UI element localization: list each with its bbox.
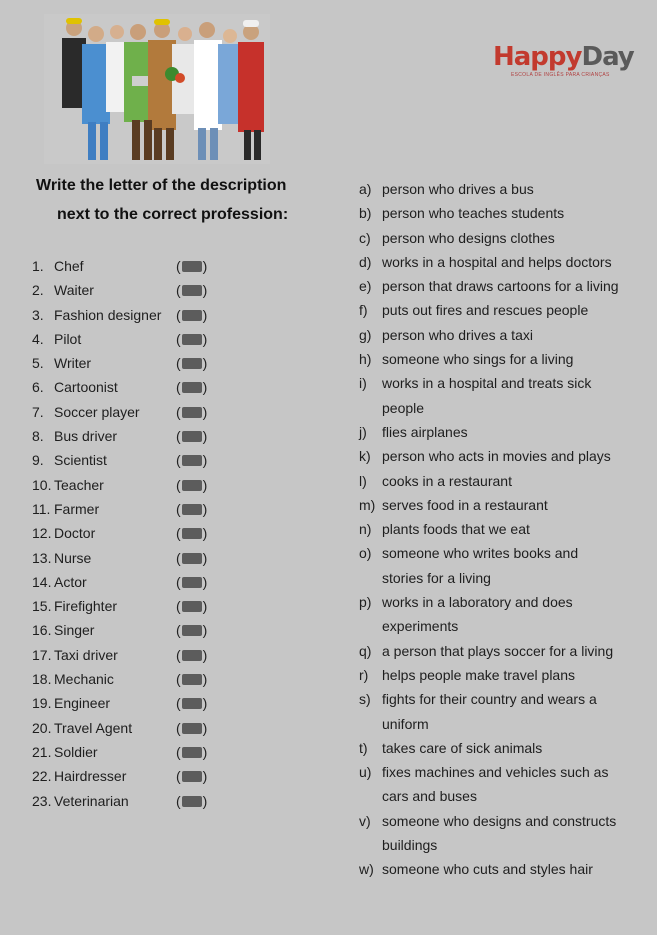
profession-number: 18. [32, 671, 52, 688]
description-item [359, 663, 649, 687]
description-letter: u) [359, 764, 372, 781]
description-letter: q) [359, 642, 372, 659]
profession-item [32, 354, 232, 378]
profession-name: Fashion designer [54, 306, 162, 323]
profession-number: 7. [32, 403, 44, 420]
profession-item [32, 476, 232, 500]
profession-name: Mechanic [54, 671, 114, 688]
answer-blank[interactable]: ( ) [176, 525, 208, 542]
description-item [359, 371, 649, 420]
description-item [359, 274, 649, 298]
answer-blank[interactable]: ( ) [176, 671, 208, 688]
description-text: cooks in a restaurant [382, 472, 512, 489]
answer-fill [182, 504, 202, 515]
profession-number: 21. [32, 743, 52, 760]
person-figures [62, 18, 264, 160]
profession-name: Soccer player [54, 403, 140, 420]
description-text: someone who writes books and [382, 545, 579, 562]
profession-name: Bus driver [54, 428, 118, 445]
answer-fill [182, 698, 202, 709]
profession-number: 8. [32, 428, 44, 445]
answer-fill [182, 455, 202, 466]
profession-name: Writer [54, 355, 92, 372]
profession-name: Taxi driver [54, 646, 118, 663]
answer-fill [182, 577, 202, 588]
profession-number: 13. [32, 549, 52, 566]
answer-fill [182, 747, 202, 758]
profession-number: 2. [32, 282, 44, 299]
answer-blank[interactable]: ( ) [176, 428, 208, 445]
description-item [359, 323, 649, 347]
answer-blank[interactable]: ( ) [176, 719, 208, 736]
description-letter: e) [359, 278, 372, 295]
answer-fill [182, 553, 202, 564]
description-text: buildings [382, 837, 438, 854]
description-letter: t) [359, 739, 368, 756]
description-letter: d) [359, 253, 372, 270]
description-letter: r) [359, 666, 369, 683]
description-item [359, 687, 649, 736]
profession-name: Cartoonist [54, 379, 118, 396]
profession-number: 20. [32, 719, 52, 736]
description-text: experiments [382, 618, 459, 635]
description-letter: n) [359, 521, 372, 538]
answer-fill [182, 261, 202, 272]
profession-item [32, 524, 232, 548]
answer-blank[interactable]: ( ) [176, 500, 208, 517]
answer-fill [182, 431, 202, 442]
description-letter: i) [359, 375, 367, 392]
professionals-group-photo [44, 14, 270, 164]
answer-blank[interactable]: ( ) [176, 598, 208, 615]
description-item [359, 444, 649, 468]
profession-item [32, 281, 232, 305]
description-letter: c) [359, 229, 371, 246]
profession-number: 17. [32, 646, 52, 663]
description-item [359, 590, 649, 639]
description-letter: j) [359, 423, 367, 440]
profession-item [32, 767, 232, 791]
profession-name: Actor [54, 573, 87, 590]
description-letter: k) [359, 448, 371, 465]
answer-blank[interactable]: ( ) [176, 476, 208, 493]
description-item [359, 201, 649, 225]
answer-fill [182, 382, 202, 393]
profession-number: 3. [32, 306, 44, 323]
answer-fill [182, 407, 202, 418]
description-text: cars and buses [382, 788, 477, 805]
profession-number: 4. [32, 330, 44, 347]
profession-item [32, 451, 232, 475]
profession-name: Scientist [54, 452, 107, 469]
profession-number: 10. [32, 476, 52, 493]
description-letter: b) [359, 205, 372, 222]
profession-item [32, 743, 232, 767]
description-item [359, 347, 649, 371]
description-text: works in a hospital and treats sick [382, 375, 592, 392]
description-text: works in a hospital and helps doctors [382, 253, 612, 270]
description-item [359, 857, 649, 881]
instructions-line-1: Write the letter of the description [36, 177, 287, 194]
logo-tagline: ESCOLA DE INGLÊS PARA CRIANÇAS [511, 72, 610, 78]
profession-name: Waiter [54, 282, 94, 299]
profession-number: 6. [32, 379, 44, 396]
description-item [359, 639, 649, 663]
description-text: person who drives a taxi [382, 326, 533, 343]
profession-number: 22. [32, 768, 52, 785]
description-item [359, 420, 649, 444]
description-letter: m) [359, 496, 376, 513]
profession-number: 9. [32, 452, 44, 469]
answer-blank[interactable]: ( ) [176, 330, 208, 347]
description-text: person that draws cartoons for a living [382, 278, 619, 295]
profession-item [32, 257, 232, 281]
description-letter: a) [359, 181, 372, 197]
description-text: person who acts in movies and plays [382, 448, 611, 465]
description-text: someone who designs and constructs [382, 812, 617, 829]
profession-item [32, 500, 232, 524]
description-item [359, 469, 649, 493]
description-text: plants foods that we eat [382, 521, 530, 538]
answer-blank[interactable]: ( ) [176, 549, 208, 566]
answer-blank[interactable]: ( ) [176, 282, 208, 299]
answer-fill [182, 723, 202, 734]
answer-fill [182, 771, 202, 782]
profession-number: 15. [32, 598, 52, 615]
answer-blank[interactable]: ( ) [176, 379, 208, 396]
description-item [359, 226, 649, 250]
description-text: fights for their country and wears a [382, 691, 597, 708]
answer-blank[interactable]: ( ) [176, 768, 208, 785]
profession-name: Soldier [54, 743, 98, 760]
profession-name: Chef [54, 258, 84, 274]
profession-name: Veterinarian [54, 792, 129, 809]
answer-blank[interactable]: ( ) [176, 573, 208, 590]
description-text: uniform [382, 715, 429, 732]
profession-name: Travel Agent [54, 719, 133, 736]
description-text: a person that plays soccer for a living [382, 642, 614, 659]
profession-number: 16. [32, 622, 52, 639]
description-letter: s) [359, 691, 371, 708]
answer-fill [182, 334, 202, 345]
profession-name: Teacher [54, 476, 104, 493]
profession-item [32, 597, 232, 621]
profession-item [32, 792, 232, 816]
description-text: person who teaches students [382, 205, 565, 222]
profession-number: 5. [32, 355, 44, 372]
description-letter: w) [359, 861, 374, 878]
description-item [359, 493, 649, 517]
answer-blank[interactable]: ( ) [176, 403, 208, 420]
answer-blank[interactable]: ( ) [176, 452, 208, 469]
profession-number: 11. [32, 500, 51, 517]
answer-blank[interactable]: ( ) [176, 355, 208, 372]
profession-name: Engineer [54, 695, 111, 712]
answer-blank[interactable]: ( ) [176, 258, 208, 274]
profession-item [32, 670, 232, 694]
answer-blank[interactable]: ( ) [176, 695, 208, 712]
profession-number: 1. [32, 258, 44, 274]
description-item [359, 736, 649, 760]
answer-blank[interactable]: ( ) [176, 792, 208, 809]
answer-fill [182, 625, 202, 636]
profession-item [32, 573, 232, 597]
profession-item [32, 403, 232, 427]
profession-item [32, 719, 232, 743]
description-text: person who drives a bus [382, 181, 534, 197]
description-item [359, 298, 649, 322]
description-text: people [382, 399, 425, 416]
profession-name: Hairdresser [54, 768, 127, 785]
instructions-line-2: next to the correct profession: [57, 206, 289, 223]
profession-item [32, 378, 232, 402]
description-text: flies airplanes [382, 423, 468, 440]
profession-number: 12. [32, 525, 52, 542]
description-item [359, 809, 649, 858]
description-text: puts out fires and rescues people [382, 302, 589, 319]
profession-name: Farmer [54, 500, 100, 517]
description-text: someone who cuts and styles hair [382, 861, 593, 878]
profession-name: Firefighter [54, 598, 118, 615]
profession-item [32, 646, 232, 670]
description-text: fixes machines and vehicles such as [382, 764, 609, 781]
profession-name: Nurse [54, 549, 92, 566]
profession-item [32, 427, 232, 451]
happyday-logo: HappyDay ESCOLA DE INGLÊS PARA CRIANÇAS [493, 42, 634, 78]
answer-fill [182, 674, 202, 685]
description-list [359, 177, 649, 882]
description-item [359, 541, 649, 590]
profession-name: Singer [54, 622, 95, 639]
description-item [359, 250, 649, 274]
answer-blank[interactable]: ( ) [176, 646, 208, 663]
profession-item [32, 621, 232, 645]
profession-number: 23. [32, 792, 52, 809]
answer-blank[interactable]: ( ) [176, 743, 208, 760]
description-letter: f) [359, 302, 368, 319]
description-letter: g) [359, 326, 372, 343]
answer-fill [182, 310, 202, 321]
description-text: takes care of sick animals [382, 739, 543, 756]
answer-fill [182, 480, 202, 491]
answer-fill [182, 528, 202, 539]
description-text: helps people make travel plans [382, 666, 576, 683]
profession-list [32, 257, 232, 816]
answer-fill [182, 650, 202, 661]
profession-name: Doctor [54, 525, 96, 542]
description-text: serves food in a restaurant [382, 496, 548, 513]
description-text: works in a laboratory and does [382, 594, 573, 611]
profession-name: Pilot [54, 330, 82, 347]
profession-number: 19. [32, 695, 52, 712]
profession-item [32, 694, 232, 718]
profession-item [32, 330, 232, 354]
description-letter: h) [359, 351, 372, 368]
description-text: person who designs clothes [382, 229, 555, 246]
description-text: someone who sings for a living [382, 351, 574, 368]
description-item [359, 517, 649, 541]
answer-blank[interactable]: ( ) [176, 306, 208, 323]
description-letter: l) [359, 472, 367, 489]
description-text: stories for a living [382, 569, 491, 586]
description-letter: v) [359, 812, 371, 829]
profession-item [32, 549, 232, 573]
description-letter: o) [359, 545, 372, 562]
answer-blank[interactable]: ( ) [176, 622, 208, 639]
answer-fill [182, 358, 202, 369]
description-item [359, 760, 649, 809]
description-item [359, 177, 649, 201]
answer-fill [182, 285, 202, 296]
answer-fill [182, 796, 202, 807]
profession-number: 14. [32, 573, 52, 590]
description-letter: p) [359, 594, 372, 611]
profession-item [32, 306, 232, 330]
answer-fill [182, 601, 202, 612]
